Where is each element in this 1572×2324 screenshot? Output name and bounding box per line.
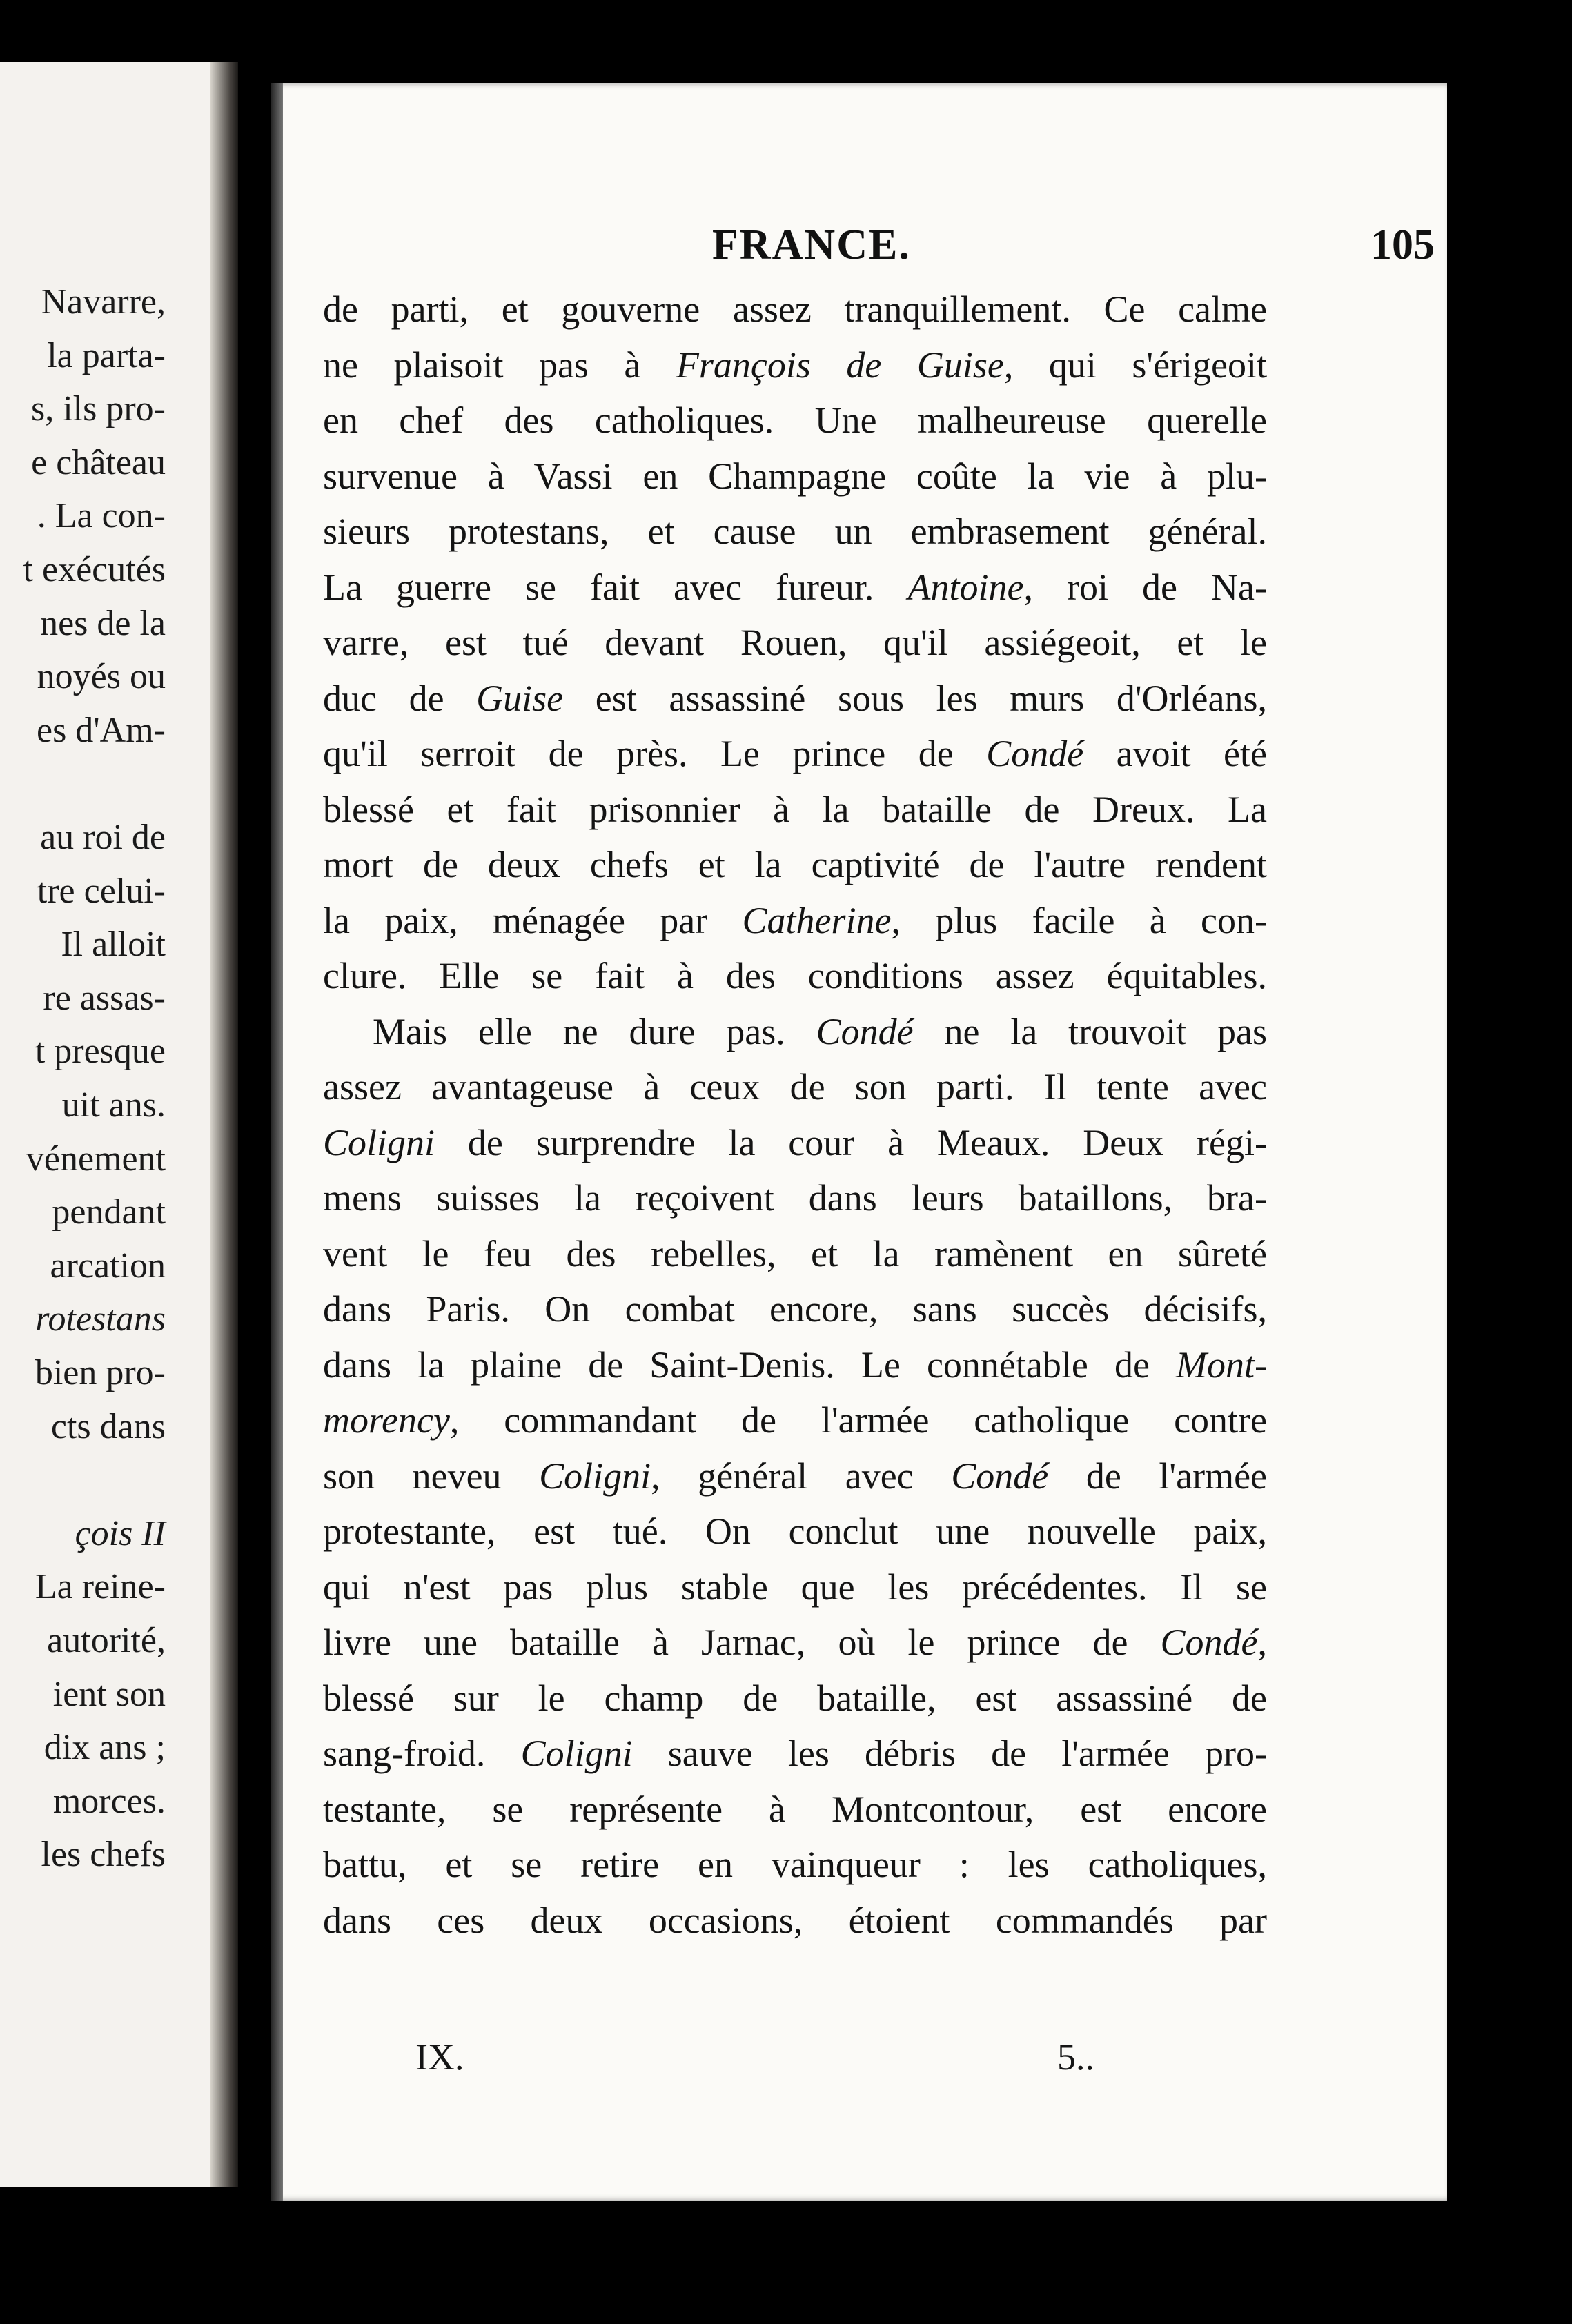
previous-page-line: çois II [75,1513,166,1553]
text-run: Mais elle ne dure pas. [373,1010,816,1052]
page-header [271,221,1447,276]
text-line [323,837,1267,893]
italic-name: Coligni [520,1733,633,1774]
text-run: est assassiné sous les murs d'Orléans, [563,677,1267,719]
text-line [323,1893,1267,1949]
italic-name: Condé [951,1455,1049,1497]
text-run: avoit été [1083,733,1267,774]
previous-page-line: t presque [35,1032,166,1072]
text-run: clure. Elle se fait à des conditions assez équitables. [323,955,1267,996]
previous-page-line: noyés ou [37,657,166,697]
text-run: son neveu [323,1455,540,1497]
text-run: sieurs protestans, et cause un embrasement général. [323,511,1267,552]
book-page [271,83,1447,2201]
text-line [323,1559,1267,1615]
text-run: en chef des catholiques. Une malheureuse querelle [323,400,1267,441]
signature-mark: IX. [415,2036,464,2078]
previous-page-line: Il alloit [61,925,166,965]
text-run: la paix, ménagée par [323,899,743,941]
text-line [323,282,1267,337]
text-run: , roi de Na- [1023,566,1267,608]
text-run: qui n'est pas plus stable que les précédentes. Il se [323,1566,1267,1608]
italic-name: Condé [986,733,1084,774]
text-line [323,1615,1267,1671]
text-run: , plus facile à con- [891,899,1268,941]
text-line [323,1504,1267,1559]
italic-name: Condé [1160,1622,1258,1663]
text-line [323,1392,1267,1448]
previous-page-line: e château [31,442,166,482]
text-run: testante, se représente à Montcontour, est encore [323,1788,1267,1830]
text-run: blessé et fait prisonnier à la bataille de Dreux. La [323,788,1267,830]
previous-page-line: es d'Am- [36,710,166,750]
text-run: vent le feu des rebelles, et la ramènent en sûreté [323,1232,1267,1274]
text-line [323,1837,1267,1893]
text-run: sauve les débris de l'armée pro- [632,1733,1267,1774]
page-footer [271,2036,1447,2084]
text-line [323,1671,1267,1726]
text-line [323,1448,1267,1504]
text-run: mens suisses la reçoivent dans leurs bataillons, bra- [323,1177,1267,1219]
text-run: sang-froid. [323,1733,521,1774]
text-run: dans Paris. On combat encore, sans succès décisifs, [323,1288,1267,1330]
previous-page-line: rotestans [35,1299,166,1339]
text-line [323,560,1267,616]
text-line [323,504,1267,560]
text-line [323,1782,1267,1838]
text-run: assez avantageuse à ceux de son parti. Il tente avec [323,1066,1267,1107]
previous-page-line: tre celui- [37,871,166,911]
previous-page-line: nes de la [40,603,166,643]
text-run: livre une bataille à Jarnac, où le prince de [323,1622,1161,1663]
text-line [323,726,1267,782]
previous-page-line: dix ans ; [43,1728,166,1768]
book-gutter [210,62,238,2187]
text-run: protestante, est tué. On conclut une nouvelle paix, [323,1510,1267,1552]
previous-page-edge [0,62,238,2187]
text-line [323,893,1267,949]
italic-name: Antoine [907,566,1024,608]
text-run: battu, et se retire en vainqueur : les catholiques, [323,1844,1267,1885]
text-run: ne la trouvoit pas [913,1010,1267,1052]
paragraph [323,282,1267,1004]
text-line [323,393,1267,449]
text-line [323,1004,1267,1060]
text-run: duc de [323,677,477,719]
text-run: qu'il serroit de près. Le prince de [323,733,987,774]
text-line [323,1115,1267,1171]
text-line [323,948,1267,1004]
previous-page-line: s, ils pro- [31,389,166,429]
running-title: FRANCE. [712,221,911,268]
previous-page-line: uit ans. [61,1085,166,1125]
text-line [323,1337,1267,1393]
text-run: dans la plaine de Saint-Denis. Le connétable de [323,1343,1177,1386]
text-run: varre, est tué devant Rouen, qu'il assiégeoit, et le [323,622,1267,663]
text-run: de surprendre la cour à Meaux. Deux régi- [435,1121,1267,1163]
previous-page-line: morces. [52,1781,166,1821]
text-line [323,1226,1267,1282]
italic-name: Catherine [742,899,892,941]
body-text [323,282,1267,1948]
paragraph [323,1004,1267,1949]
text-line [323,782,1267,838]
text-run: , qui s'érigeoit [1003,344,1267,386]
text-line [323,615,1267,671]
page-binding-shadow [271,83,283,2201]
previous-page-line: autorité, [47,1621,166,1660]
text-run: blessé sur le champ de bataille, est assassiné de [323,1677,1267,1719]
previous-page-line: pendant [52,1192,166,1232]
text-line [323,671,1267,727]
page-number: 105 [1370,221,1435,268]
italic-name: Coligni [539,1455,651,1497]
text-line [323,1059,1267,1115]
previous-page-line: t exécutés [23,550,166,589]
text-run: ne plaisoit pas à [323,344,676,386]
text-line [323,1170,1267,1226]
text-run: , [1257,1622,1267,1663]
previous-page-line: Navarre, [41,282,166,322]
text-run: dans ces deux occasions, étoient commandés par [323,1899,1267,1941]
text-run: survenue à Vassi en Champagne coûte la vie à plu- [323,455,1267,497]
italic-name: Mont- [1176,1343,1267,1386]
previous-page-line: cts dans [50,1406,166,1446]
previous-page-line: la parta- [47,335,166,375]
text-run: de l'armée [1048,1455,1268,1497]
text-line [323,449,1267,504]
italic-name: morency [323,1399,450,1441]
previous-page-line: arcation [50,1245,166,1286]
text-line [323,1281,1267,1337]
previous-page-line: ient son [52,1674,166,1714]
previous-page-line: . La con- [37,496,166,536]
text-run: , commandant de l'armée catholique contre [449,1399,1267,1441]
text-line [323,337,1267,393]
text-run: , général avec [651,1455,952,1497]
quire-mark: 5.. [1057,2036,1094,2078]
italic-name: Coligni [323,1121,435,1163]
text-line [323,1726,1267,1782]
previous-page-line: bien pro- [35,1353,166,1392]
previous-page-line: La reine- [35,1567,166,1607]
previous-page-line: au roi de [40,818,166,857]
italic-name: Guise [476,677,564,719]
text-run: mort de deux chefs et la captivité de l'autre rendent [323,844,1267,885]
text-run: La guerre se fait avec fureur. [323,566,908,608]
previous-page-line: les chefs [41,1835,166,1875]
previous-page-line: vénement [26,1139,166,1179]
italic-name: Condé [816,1010,914,1052]
italic-name: François de Guise [676,344,1004,386]
text-run: de parti, et gouverne assez tranquillement. Ce calme [323,288,1267,330]
previous-page-line: re assas- [43,978,166,1018]
